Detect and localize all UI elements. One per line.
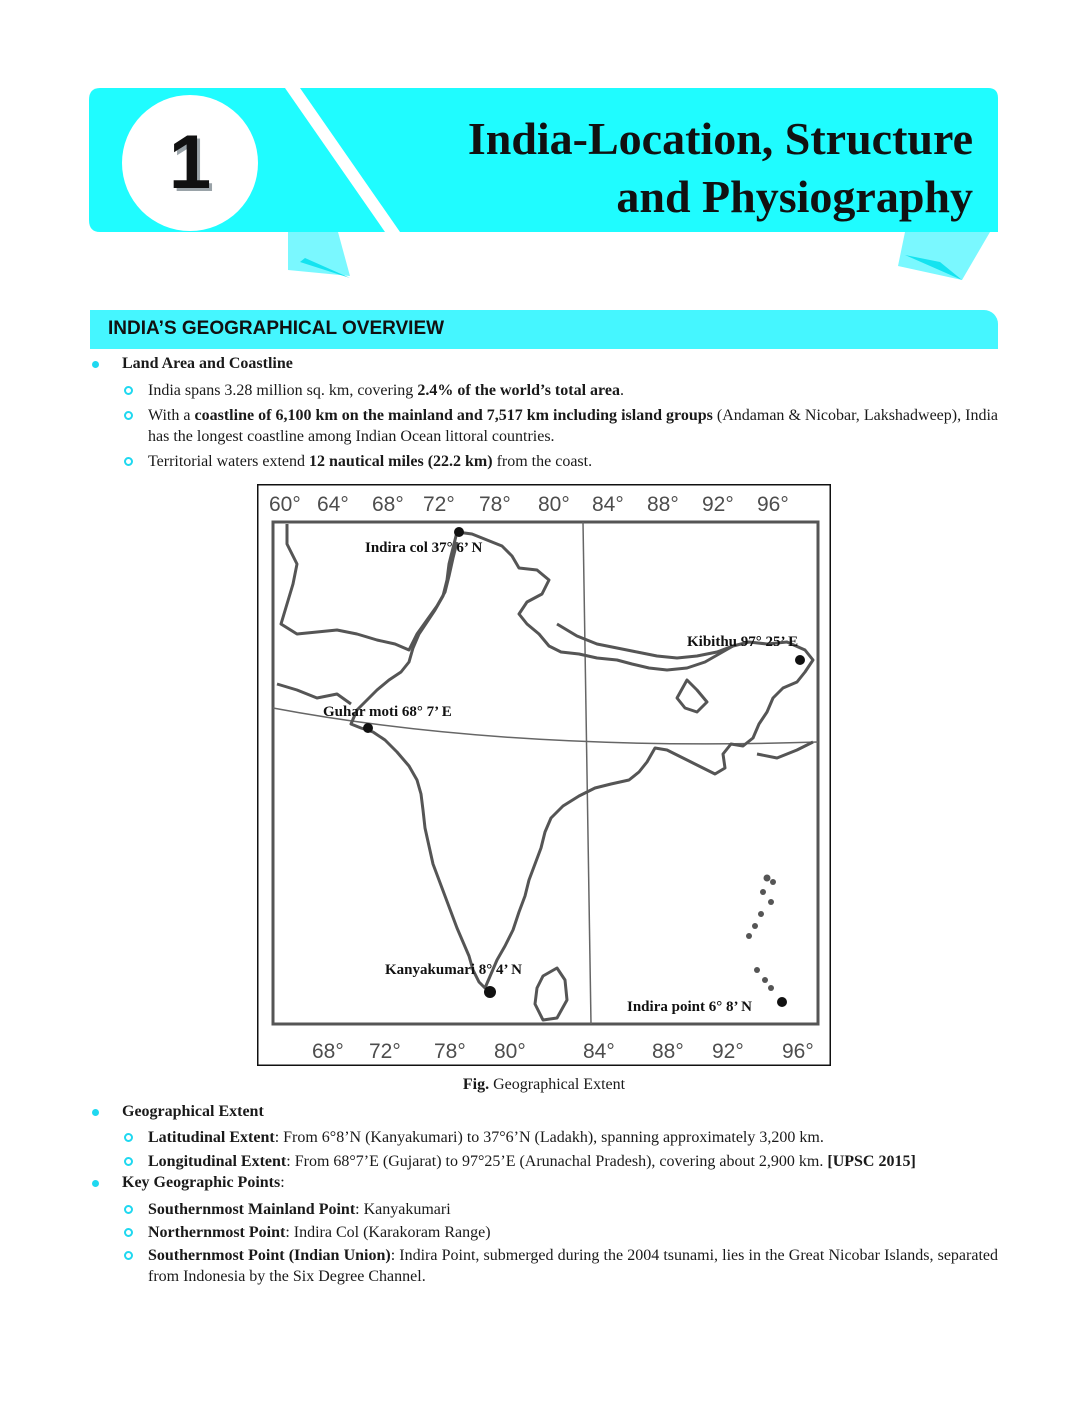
bullet-territorial-waters: Territorial waters extend 12 nautical miles (22.2 km) from the coast. <box>148 451 998 472</box>
section-heading <box>90 310 998 349</box>
map-top-tick-0: 60° <box>269 493 301 516</box>
map-bottom-tick-1: 72° <box>369 1040 401 1063</box>
map-top-tick-4: 78° <box>479 493 511 516</box>
map-top-tick-2: 68° <box>372 493 404 516</box>
map-top-tick-3: 72° <box>423 493 455 516</box>
map-label-guhar-moti: Guhar moti 68° 7’ E <box>323 704 452 720</box>
chapter-title <box>373 110 973 226</box>
section-heading-text: INDIA’S GEOGRAPHICAL OVERVIEW <box>108 318 445 339</box>
india-extent-map <box>257 484 831 1066</box>
chapter-number: 1 <box>168 120 212 205</box>
bullet-coastline: With a coastline of 6,100 km on the mainland and 7,517 km including island groups (Andaman & Nicobar, Lakshadweep), India has the longest coastline among Indian Ocean littoral countries. <box>148 407 999 445</box>
bullet-longitudinal-extent: Longitudinal Extent: From 68°7’E (Gujarat) to 97°25’E (Arunachal Pradesh), covering about 2,900 km. [UPSC 2015] <box>148 1151 998 1172</box>
figure-caption-text: Geographical Extent <box>489 1076 626 1093</box>
map-top-tick-6: 84° <box>592 493 624 516</box>
map-top-tick-9: 96° <box>757 493 789 516</box>
map-bottom-tick-2: 78° <box>434 1040 466 1063</box>
bullet-land-area: India spans 3.28 million sq. km, covering 2.4% of the world’s total area. <box>148 380 998 401</box>
bullet-points-title: Key Geographic Points: <box>122 1174 285 1191</box>
map-bottom-tick-6: 92° <box>712 1040 744 1063</box>
map-bottom-tick-5: 88° <box>652 1040 684 1063</box>
map-label-indira-point: Indira point 6° 8’ N <box>627 999 752 1015</box>
bullet-latitudinal-extent: Latitudinal Extent: From 6°8’N (Kanyakumari) to 37°6’N (Ladakh), spanning approximately 3,200 km. <box>148 1127 998 1148</box>
map-top-tick-5: 80° <box>538 493 570 516</box>
figure-caption <box>0 1076 1088 1094</box>
map-label-kibithu: Kibithu 97° 25’ E <box>687 634 799 650</box>
map-bottom-tick-0: 68° <box>312 1040 344 1063</box>
bullet-southernmost-mainland: Southernmost Mainland Point: Kanyakumari <box>148 1199 998 1220</box>
bullet-land-area-title: Land Area and Coastline <box>122 355 293 372</box>
map-bottom-tick-3: 80° <box>494 1040 526 1063</box>
bullet-northernmost-point: Northernmost Point: Indira Col (Karakoram Range) <box>148 1222 998 1243</box>
map-label-kanyakumari: Kanyakumari 8° 4’ N <box>385 962 522 978</box>
figure-prefix: Fig. <box>462 1076 490 1093</box>
chapter-title-line1: India-Location, Structure <box>467 113 973 164</box>
map-label-indira-col: Indira col 37° 6’ N <box>365 540 483 556</box>
map-top-tick-8: 92° <box>702 493 734 516</box>
map-top-tick-1: 64° <box>317 493 349 516</box>
map-top-tick-7: 88° <box>647 493 679 516</box>
chapter-title-line2: and Physiography <box>616 171 973 222</box>
map-bottom-tick-7: 96° <box>782 1040 814 1063</box>
bullet-extent-title: Geographical Extent <box>122 1103 264 1120</box>
map-bottom-tick-4: 84° <box>583 1040 615 1063</box>
bullet-southernmost-union: Southernmost Point (Indian Union): Indira Point, submerged during the 2004 tsunami, lies in the Great Nicobar Islands, separated from Indonesia by the Six Degree Channel. <box>148 1247 999 1285</box>
